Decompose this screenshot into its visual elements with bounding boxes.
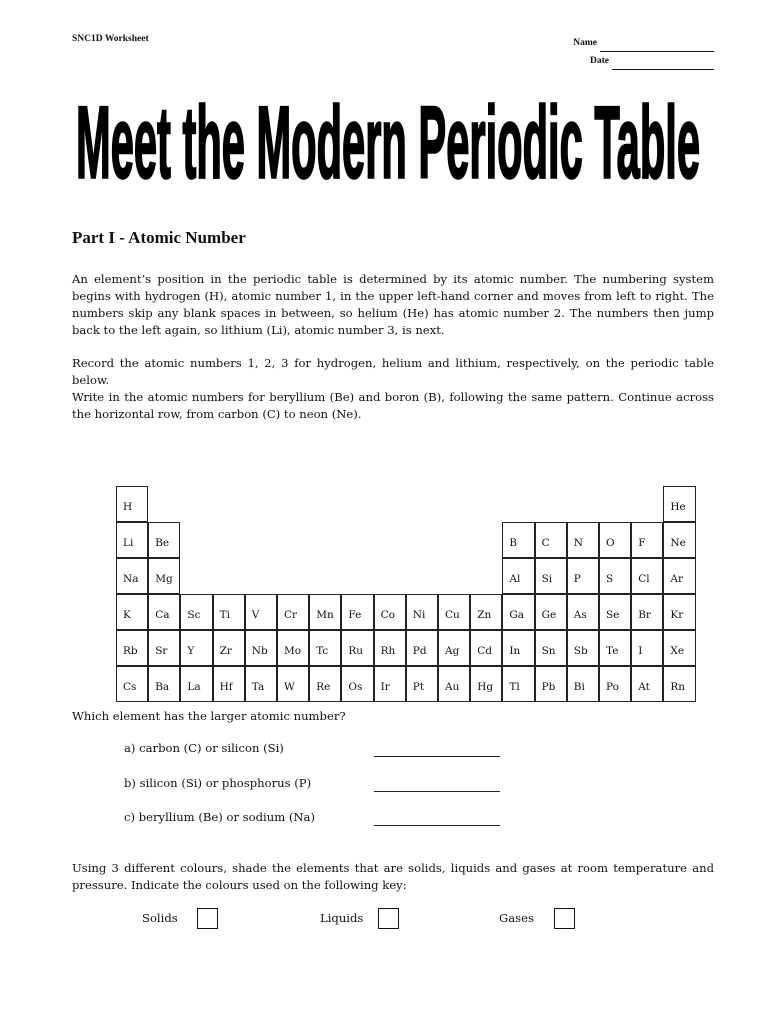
element-symbol: Be (155, 537, 170, 549)
element-symbol: He (670, 501, 686, 513)
element-cell-as[interactable] (567, 594, 599, 630)
element-cell-b[interactable] (502, 522, 534, 558)
element-symbol: Ga (509, 609, 525, 621)
element-symbol: Ne (670, 537, 686, 549)
element-symbol: Po (606, 681, 619, 693)
date-field[interactable] (573, 52, 714, 70)
element-cell-ge[interactable] (535, 594, 567, 630)
element-cell-zn[interactable] (470, 594, 502, 630)
element-cell-li[interactable] (116, 522, 148, 558)
element-cell-be[interactable] (148, 522, 180, 558)
element-symbol: Al (509, 573, 521, 585)
element-symbol: Ar (670, 573, 683, 585)
element-cell-o[interactable] (599, 522, 631, 558)
key-liquids-box[interactable] (378, 908, 399, 929)
element-cell-ru[interactable] (341, 630, 373, 666)
part-title: Part I - Atomic Number (72, 228, 246, 247)
element-cell-ne[interactable] (663, 522, 695, 558)
element-symbol: Fe (348, 609, 362, 621)
element-symbol: N (573, 537, 583, 549)
element-cell-at[interactable] (631, 666, 663, 702)
element-cell-po[interactable] (599, 666, 631, 702)
element-cell-se[interactable] (599, 594, 631, 630)
element-symbol: Xe (670, 645, 685, 657)
element-cell-h[interactable] (116, 486, 148, 522)
element-cell-au[interactable] (438, 666, 470, 702)
element-cell-ir[interactable] (374, 666, 406, 702)
question-b: b) silicon (Si) or phosphorus (P) (124, 776, 312, 790)
element-cell-v[interactable] (245, 594, 277, 630)
element-symbol: Hf (219, 681, 233, 693)
element-cell-ni[interactable] (406, 594, 438, 630)
instruction-write: Write in the atomic numbers for beryllium (Be) and boron (B), following the same pattern. Continue across the horizontal row, from carbon (C) to neon (Ne). (72, 390, 714, 421)
element-cell-sn[interactable] (535, 630, 567, 666)
element-symbol: Mn (316, 609, 334, 621)
periodic-table (116, 486, 696, 702)
element-cell-te[interactable] (599, 630, 631, 666)
element-symbol: Rb (123, 645, 138, 657)
element-cell-rn[interactable] (663, 666, 695, 702)
element-symbol: I (638, 645, 643, 657)
element-cell-f[interactable] (631, 522, 663, 558)
element-symbol: Cl (638, 573, 650, 585)
name-field[interactable] (573, 34, 714, 52)
title-text: Meet the Modern Periodic Table (75, 86, 700, 200)
answer-line-a[interactable] (374, 755, 500, 757)
element-symbol: H (123, 501, 133, 513)
element-symbol: Sr (155, 645, 168, 657)
element-symbol: Zn (477, 609, 492, 621)
element-cell-ti[interactable] (213, 594, 245, 630)
element-cell-co[interactable] (374, 594, 406, 630)
element-cell-si[interactable] (535, 558, 567, 594)
element-symbol: K (123, 609, 131, 621)
element-symbol: V (251, 609, 260, 621)
element-symbol: Os (348, 681, 363, 693)
element-cell-k[interactable] (116, 594, 148, 630)
element-symbol: Cu (445, 609, 460, 621)
element-symbol: Ca (155, 609, 170, 621)
element-symbol: Ir (380, 681, 390, 693)
element-symbol: Sc (187, 609, 201, 621)
element-symbol: Hg (477, 681, 494, 693)
element-symbol: Y (187, 645, 195, 657)
element-symbol: Zr (219, 645, 232, 657)
element-symbol: Au (445, 681, 460, 693)
element-symbol: S (606, 573, 614, 585)
element-cell-ca[interactable] (148, 594, 180, 630)
element-cell-al[interactable] (502, 558, 534, 594)
element-cell-cu[interactable] (438, 594, 470, 630)
element-cell-ba[interactable] (148, 666, 180, 702)
element-cell-os[interactable] (341, 666, 373, 702)
intro-paragraph: An element’s position in the periodic table is determined by its atomic number. The numbering system begins with hydrogen (H), atomic number 1, in the upper left-hand corner and moves from left to right. The numbers skip any blank spaces in between, so helium (He) has atomic number 2. The numbers then jump back to the left again, so lithium (Li), atomic number 3, is next. (72, 272, 714, 337)
element-symbol: Te (606, 645, 619, 657)
element-symbol: Re (316, 681, 331, 693)
name-date-fields (573, 34, 714, 70)
element-cell-w[interactable] (277, 666, 309, 702)
element-symbol: Se (606, 609, 620, 621)
date-label: Date (590, 56, 609, 66)
element-symbol: Pb (541, 681, 556, 693)
element-cell-cd[interactable] (470, 630, 502, 666)
key-solids-label: Solids (142, 911, 178, 925)
element-symbol: O (606, 537, 615, 549)
element-symbol: B (509, 537, 518, 549)
element-cell-tc[interactable] (309, 630, 341, 666)
element-symbol: La (187, 681, 201, 693)
key-solids-box[interactable] (197, 908, 218, 929)
question-a: a) carbon (C) or silicon (Si) (124, 741, 284, 755)
element-cell-he[interactable] (663, 486, 695, 522)
element-cell-y[interactable] (180, 630, 212, 666)
element-symbol: Si (541, 573, 553, 585)
element-symbol: P (573, 573, 581, 585)
element-cell-re[interactable] (309, 666, 341, 702)
element-symbol: Rh (380, 645, 396, 657)
element-cell-ta[interactable] (245, 666, 277, 702)
element-symbol: F (638, 537, 646, 549)
element-cell-cr[interactable] (277, 594, 309, 630)
element-symbol: In (509, 645, 521, 657)
element-cell-xe[interactable] (663, 630, 695, 666)
key-liquids-label: Liquids (320, 911, 364, 925)
element-cell-rb[interactable] (116, 630, 148, 666)
course-label: SNC1D Worksheet (72, 34, 149, 44)
element-cell-s[interactable] (599, 558, 631, 594)
answer-line-b[interactable] (374, 790, 500, 792)
element-symbol: Br (638, 609, 651, 621)
element-cell-rh[interactable] (374, 630, 406, 666)
element-cell-br[interactable] (631, 594, 663, 630)
element-cell-mg[interactable] (148, 558, 180, 594)
element-symbol: Mg (155, 573, 173, 585)
element-symbol: Sb (573, 645, 588, 657)
instruction-colours: Using 3 different colours, shade the elements that are solids, liquids and gases at room temperature and pressure. Indicate the colours used on the following key: (72, 861, 714, 892)
element-cell-pb[interactable] (535, 666, 567, 702)
element-cell-c[interactable] (535, 522, 567, 558)
element-symbol: Tc (316, 645, 329, 657)
element-symbol: Li (123, 537, 134, 549)
name-label: Name (573, 38, 597, 48)
element-cell-hf[interactable] (213, 666, 245, 702)
element-symbol: Co (380, 609, 395, 621)
element-symbol: Tl (509, 681, 520, 693)
element-cell-ag[interactable] (438, 630, 470, 666)
element-cell-p[interactable] (567, 558, 599, 594)
element-cell-mn[interactable] (309, 594, 341, 630)
element-cell-cl[interactable] (631, 558, 663, 594)
element-symbol: Kr (670, 609, 684, 621)
element-cell-pd[interactable] (406, 630, 438, 666)
question-c: c) beryllium (Be) or sodium (Na) (124, 810, 315, 824)
element-symbol: At (638, 681, 650, 693)
instruction-record: Record the atomic numbers 1, 2, 3 for hydrogen, helium and lithium, respectively, on the periodic table below. (72, 356, 714, 387)
element-cell-la[interactable] (180, 666, 212, 702)
element-symbol: Ag (445, 645, 460, 657)
element-symbol: Nb (251, 645, 268, 657)
element-cell-in[interactable] (502, 630, 534, 666)
element-cell-mo[interactable] (277, 630, 309, 666)
element-symbol: Cd (477, 645, 492, 657)
element-cell-bi[interactable] (567, 666, 599, 702)
element-cell-sb[interactable] (567, 630, 599, 666)
element-symbol: Na (123, 573, 139, 585)
element-symbol: Ru (348, 645, 364, 657)
element-cell-fe[interactable] (341, 594, 373, 630)
answer-line-c[interactable] (374, 824, 500, 826)
worksheet-title (70, 80, 706, 200)
element-symbol: Pd (412, 645, 427, 657)
element-cell-kr[interactable] (663, 594, 695, 630)
element-symbol: Ge (541, 609, 557, 621)
element-symbol: Bi (573, 681, 585, 693)
date-line (612, 58, 714, 70)
element-cell-sr[interactable] (148, 630, 180, 666)
element-symbol: Rn (670, 681, 686, 693)
element-symbol: Ti (219, 609, 230, 621)
element-cell-nb[interactable] (245, 630, 277, 666)
element-cell-ga[interactable] (502, 594, 534, 630)
name-line (600, 40, 714, 52)
element-symbol: W (284, 681, 295, 693)
element-symbol: Ni (412, 609, 426, 621)
element-symbol: Sn (541, 645, 556, 657)
element-symbol: As (573, 609, 587, 621)
element-cell-n[interactable] (567, 522, 599, 558)
element-cell-na[interactable] (116, 558, 148, 594)
element-cell-zr[interactable] (213, 630, 245, 666)
element-symbol: Ta (251, 681, 265, 693)
key-gases-label: Gases (499, 911, 534, 925)
element-cell-i[interactable] (631, 630, 663, 666)
element-cell-hg[interactable] (470, 666, 502, 702)
question-prompt: Which element has the larger atomic number? (72, 709, 346, 723)
element-cell-pt[interactable] (406, 666, 438, 702)
element-cell-cs[interactable] (116, 666, 148, 702)
element-symbol: Cs (123, 681, 137, 693)
element-symbol: Ba (155, 681, 170, 693)
key-gases-box[interactable] (554, 908, 575, 929)
element-cell-tl[interactable] (502, 666, 534, 702)
element-symbol: C (541, 537, 550, 549)
element-symbol: Pt (412, 681, 425, 693)
element-cell-ar[interactable] (663, 558, 695, 594)
element-symbol: Cr (284, 609, 298, 621)
element-symbol: Mo (284, 645, 302, 657)
element-cell-sc[interactable] (180, 594, 212, 630)
